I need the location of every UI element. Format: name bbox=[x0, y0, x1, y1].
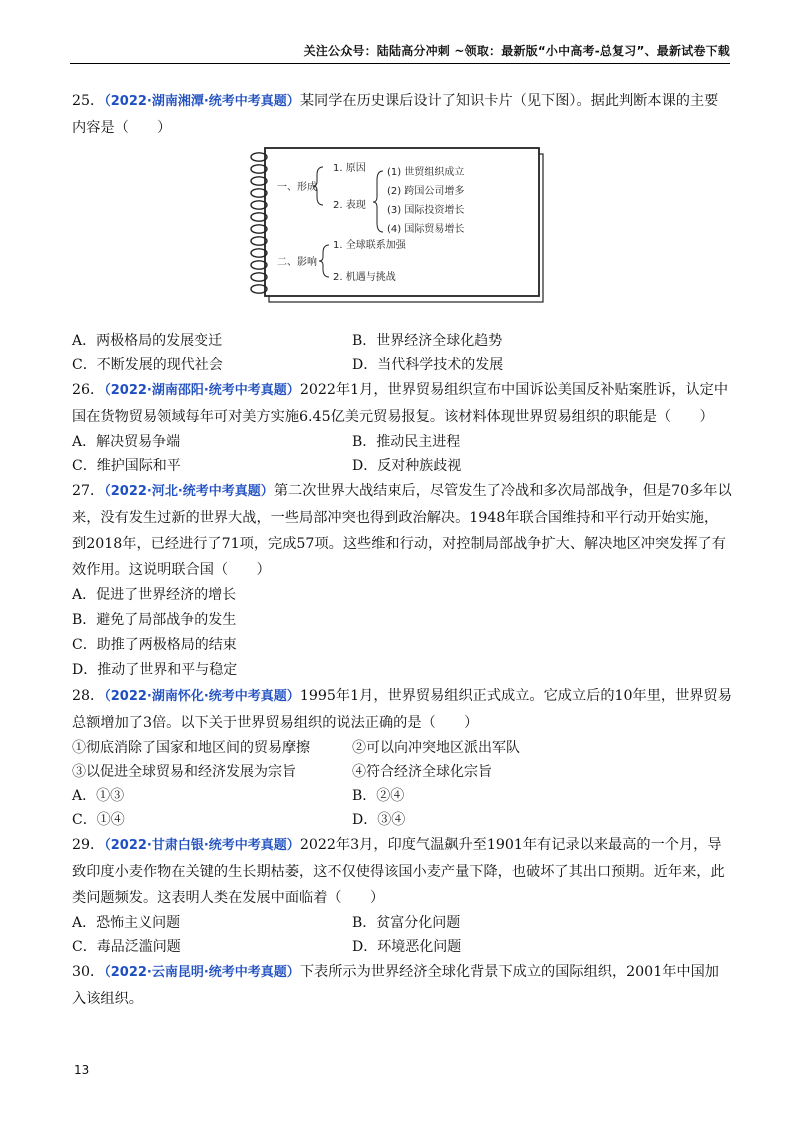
header-rule bbox=[70, 63, 730, 64]
option-c[interactable]: C．不断发展的现代社会 bbox=[72, 357, 223, 373]
options-row bbox=[72, 430, 732, 454]
option-a[interactable]: A．①③ bbox=[72, 788, 125, 804]
question-stem: 某同学在历史课后设计了知识卡片（见下图）。据此判断本课的主要内容是（ ） bbox=[72, 93, 719, 136]
option-d[interactable]: D．推动了世界和平与稳定 bbox=[72, 662, 238, 678]
question-number: 27． bbox=[72, 483, 105, 499]
knowledge-card-figure bbox=[72, 145, 732, 321]
question-25 bbox=[72, 88, 732, 141]
option-c[interactable]: C．助推了两极格局的结束 bbox=[72, 637, 237, 653]
options-row bbox=[72, 454, 732, 478]
option-d[interactable]: D．反对种族歧视 bbox=[352, 458, 462, 474]
option-a[interactable]: A．恐怖主义问题 bbox=[72, 915, 181, 931]
option-b[interactable]: B．②④ bbox=[352, 788, 405, 804]
question-stem: 2022年1月，世界贸易组织宣布中国诉讼美国反补贴案胜诉，认定中国在货物贸易领域每年可对美方实施6.45亿美元贸易报复。该材料体现世界贸易组织的职能是（ ） bbox=[72, 382, 729, 425]
question-source-tag: （2022·湖南怀化·统考中考真题） bbox=[104, 689, 300, 704]
question-source-tag: （2022·河北·统考中考真题） bbox=[104, 484, 274, 499]
card-item-manifestation: 2. 表现 bbox=[333, 200, 366, 211]
question-stem: 2022年3月，印度气温飙升至1901年有记录以来最高的一个月，导致印度小麦作物在关键的生长期枯萎，这不仅使得该国小麦产量下降，也破坏了其出口预期。近年来，此类问题频发。这表明人类在发展中面临着（ ） bbox=[72, 837, 725, 906]
question-source-tag: （2022·湖南湘潭·统考中考真题） bbox=[104, 94, 300, 109]
question-stem: 第二次世界大战结束后，尽管发生了冷战和多次局部战争，但是70多年以来，没有发生过新的世界大战，一些局部冲突也得到政治解决。1948年联合国维持和平行动开始实施，到2018年，已经进行了71项，完成57项。这些维和行动，对控制局部战争扩大、解决地区冲突发挥了有效作用。这说明联合国（ ） bbox=[72, 483, 732, 578]
question-30 bbox=[72, 959, 732, 1012]
statements-row bbox=[72, 760, 732, 784]
options-row bbox=[72, 329, 732, 353]
knowledge-card bbox=[247, 145, 547, 310]
card-subitem-3: (3) 国际投资增长 bbox=[387, 205, 465, 216]
statement-1: ①彻底消除了国家和地区间的贸易摩擦 bbox=[72, 740, 310, 756]
option-b[interactable]: B．世界经济全球化趋势 bbox=[352, 333, 503, 349]
option-a[interactable]: A．两极格局的发展变迁 bbox=[72, 333, 223, 349]
option-d[interactable]: D．③④ bbox=[352, 812, 406, 828]
option-c[interactable]: C．毒品泛滥问题 bbox=[72, 939, 181, 955]
page-number: 13 bbox=[74, 1063, 90, 1077]
card-subitem-1: (1) 世贸组织成立 bbox=[387, 167, 465, 178]
question-28 bbox=[72, 683, 732, 736]
card-item-cause: 1. 原因 bbox=[333, 163, 366, 174]
option-c[interactable]: C．维护国际和平 bbox=[72, 458, 181, 474]
card-subitem-4: (4) 国际贸易增长 bbox=[387, 224, 465, 235]
option-a[interactable]: A．促进了世界经济的增长 bbox=[72, 587, 237, 603]
question-source-tag: （2022·甘肃白银·统考中考真题） bbox=[104, 838, 300, 853]
question-29 bbox=[72, 832, 732, 911]
statements-row bbox=[72, 736, 732, 760]
question-source-tag: （2022·云南昆明·统考中考真题） bbox=[104, 965, 300, 980]
options-row bbox=[72, 784, 732, 808]
statement-4: ④符合经济全球化宗旨 bbox=[352, 764, 492, 780]
statement-2: ②可以向冲突地区派出军队 bbox=[352, 740, 520, 756]
question-26 bbox=[72, 377, 732, 430]
question-number: 25． bbox=[72, 93, 105, 109]
question-number: 28． bbox=[72, 688, 105, 704]
question-number: 30． bbox=[72, 964, 105, 980]
question-number: 26． bbox=[72, 382, 105, 398]
card-item-opportunity: 2. 机遇与挑战 bbox=[333, 272, 396, 283]
question-list bbox=[72, 88, 732, 1012]
question-number: 29． bbox=[72, 837, 105, 853]
page-header: 关注公众号：陆陆高分冲刺 ~领取：最新版“小中高考-总复习”、最新试卷下载 bbox=[303, 44, 730, 58]
question-27 bbox=[72, 478, 732, 583]
question-stem: 下表所示为世界经济全球化背景下成立的国际组织，2001年中国加入该组织。 bbox=[72, 964, 719, 1007]
card-subitem-2: (2) 跨国公司增多 bbox=[387, 186, 465, 197]
option-d[interactable]: D．当代科学技术的发展 bbox=[352, 357, 504, 373]
option-b[interactable]: B．贫富分化问题 bbox=[352, 915, 461, 931]
option-a[interactable]: A．解决贸易争端 bbox=[72, 434, 181, 450]
card-item-global-links: 1. 全球联系加强 bbox=[333, 240, 406, 251]
option-c[interactable]: C．①④ bbox=[72, 812, 125, 828]
option-b[interactable]: B．推动民主进程 bbox=[352, 434, 461, 450]
statement-3: ③以促进全球贸易和经济发展为宗旨 bbox=[72, 764, 296, 780]
options-row bbox=[72, 353, 732, 377]
question-source-tag: （2022·湖南邵阳·统考中考真题） bbox=[104, 383, 300, 398]
card-section-impact: 二、影响 bbox=[277, 257, 317, 268]
options-row bbox=[72, 808, 732, 832]
options-row bbox=[72, 935, 732, 959]
card-section-formation: 一、形成 bbox=[277, 182, 317, 193]
option-b[interactable]: B．避免了局部战争的发生 bbox=[72, 612, 237, 628]
question-stem: 1995年1月，世界贸易组织正式成立。它成立后的10年里，世界贸易总额增加了3倍。以下关于世界贸易组织的说法正确的是（ ） bbox=[72, 688, 732, 731]
options-row bbox=[72, 911, 732, 935]
option-d[interactable]: D．环境恶化问题 bbox=[352, 939, 462, 955]
